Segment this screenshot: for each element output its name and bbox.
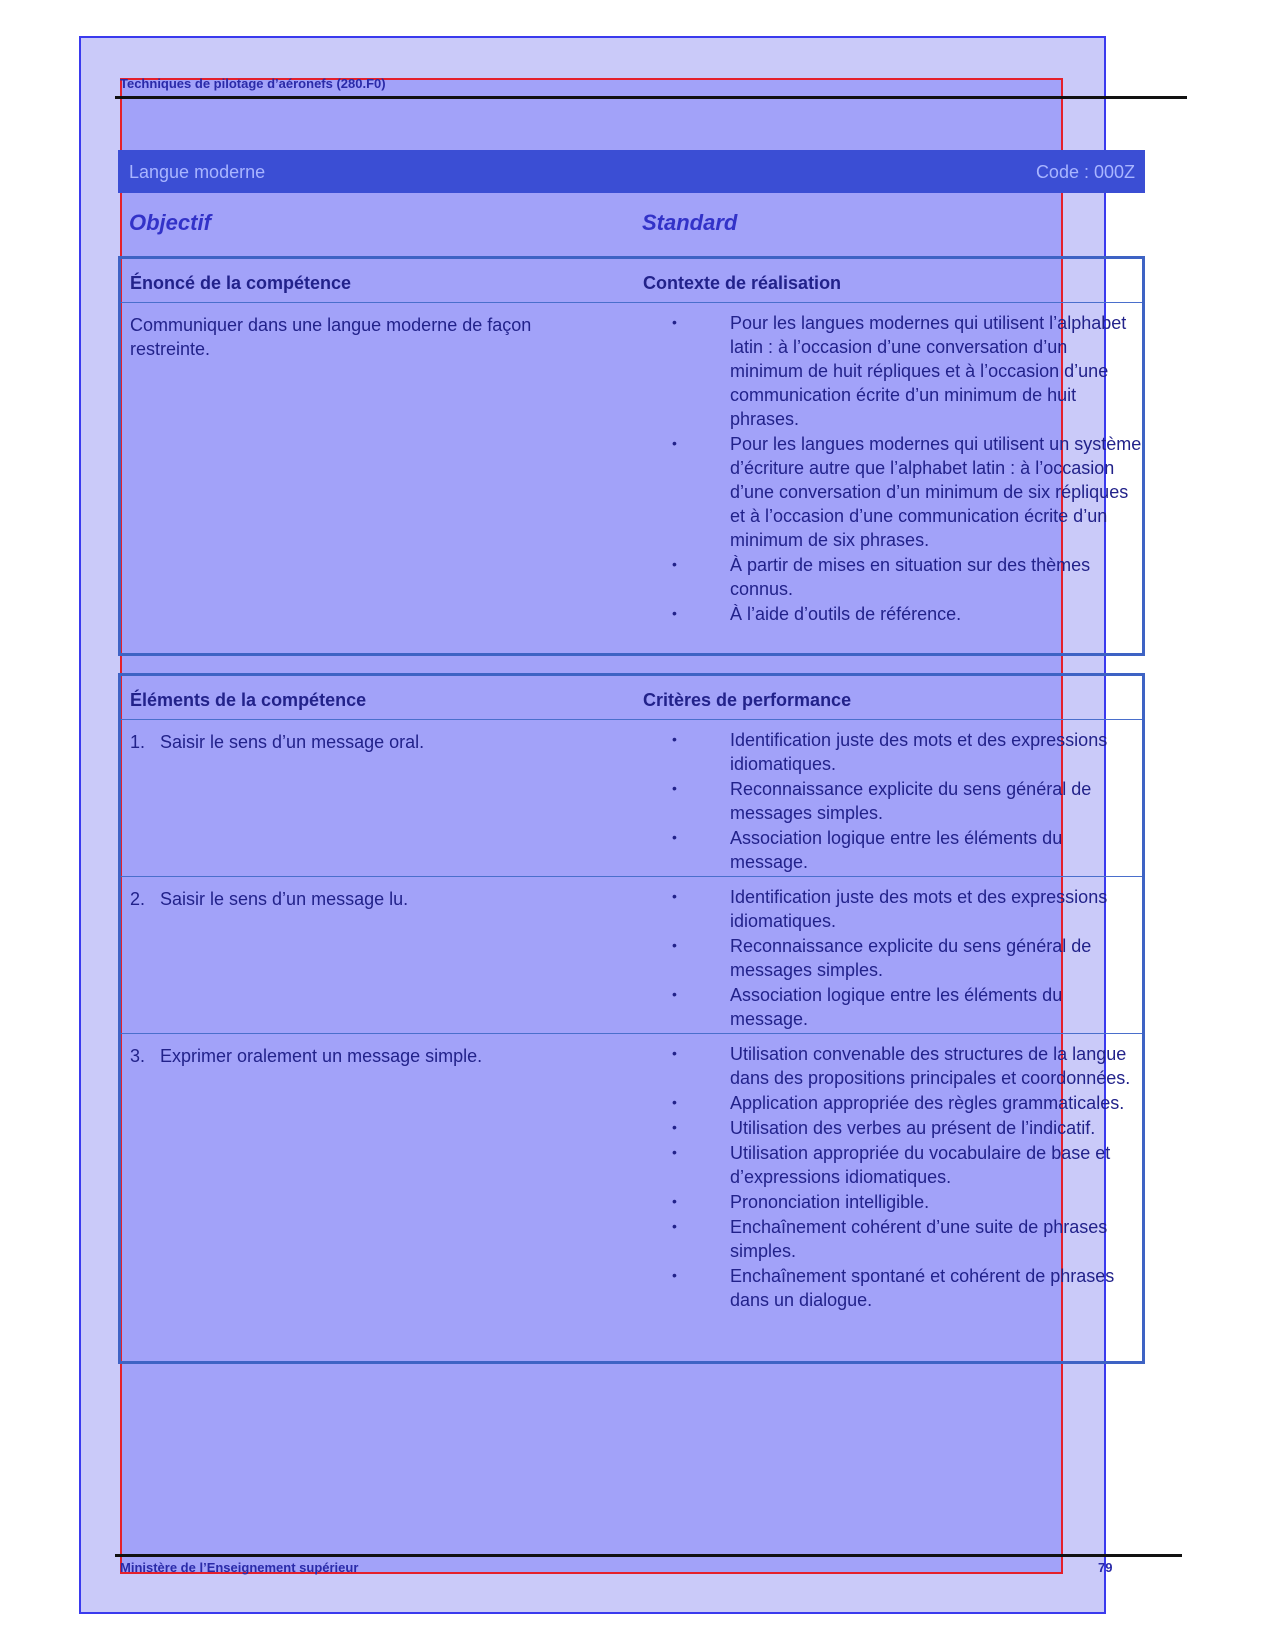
bullet-icon: • <box>672 1094 677 1110</box>
element-text: 3. Exprimer oralement un message simple. <box>130 1046 483 1066</box>
competence-statement: Communiquer dans une langue moderne de façon restreinte. <box>130 315 532 359</box>
elements-table-header <box>121 676 1142 720</box>
element-text: 1. Saisir le sens d’un message oral. <box>130 732 425 752</box>
page-number: 79 <box>1098 1560 1113 1575</box>
bullet-item: • Association logique entre les éléments du message. <box>672 828 1063 872</box>
header-divider <box>115 96 1187 99</box>
competence-table <box>118 256 1145 656</box>
bullet-item: • Utilisation appropriée du vocabulaire de base et d’expressions idiomatiques. <box>672 1143 1111 1187</box>
contexte-header: Contexte de réalisation <box>643 273 842 293</box>
bullet-icon: • <box>672 556 677 572</box>
bullet-icon: • <box>672 829 677 845</box>
bullet-icon: • <box>672 435 677 451</box>
bullet-item: • Utilisation des verbes au présent de l’indicatif. <box>672 1118 1096 1138</box>
context-list <box>672 311 1142 627</box>
footer-divider <box>115 1554 1182 1557</box>
bullet-item: • Identification juste des mots et des expressions idiomatiques. <box>672 730 1108 774</box>
bullet-item: • Reconnaissance explicite du sens général de messages simples. <box>672 936 1092 980</box>
program-header: Techniques de pilotage d’aéronefs (280.F0) <box>120 76 386 91</box>
course-code: Code : 000Z <box>1035 162 1135 182</box>
elements-header: Éléments de la compétence <box>130 690 367 710</box>
ministry-footer: Ministère de l’Enseignement supérieur <box>120 1560 359 1575</box>
element-row <box>121 1034 1142 1364</box>
bullet-icon: • <box>672 314 677 330</box>
criteria-list <box>672 885 1142 1032</box>
bullet-item: • Enchaînement cohérent d’une suite de phrases simples. <box>672 1217 1108 1261</box>
bullet-icon: • <box>672 888 677 904</box>
criteria-list <box>672 728 1142 875</box>
element-text: 2. Saisir le sens d’un message lu. <box>130 889 409 909</box>
bullet-icon: • <box>672 937 677 953</box>
criteria-list <box>672 1042 1142 1313</box>
bullet-icon: • <box>672 780 677 796</box>
bullet-item: • Prononciation intelligible. <box>672 1192 930 1212</box>
bullet-icon: • <box>672 1218 677 1234</box>
bullet-item: • Pour les langues modernes qui utilisent l’alphabet latin : à l’occasion d’une conversation d’un minimum de huit répliques et à l’occasion d’une communication écrite d’un minimum de huit phrases. <box>672 313 1127 429</box>
criteres-header: Critères de performance <box>643 690 852 710</box>
element-row <box>121 877 1142 1034</box>
bullet-item: • À partir de mises en situation sur des thèmes connus. <box>672 555 1091 599</box>
bullet-icon: • <box>672 1045 677 1061</box>
course-title: Langue moderne <box>129 162 266 182</box>
bullet-icon: • <box>672 1267 677 1283</box>
bullet-item: • Identification juste des mots et des expressions idiomatiques. <box>672 887 1108 931</box>
bullet-item: • À l’aide d’outils de référence. <box>672 604 962 624</box>
bullet-item: • Application appropriée des règles grammaticales. <box>672 1093 1125 1113</box>
bullet-icon: • <box>672 1144 677 1160</box>
objectif-heading: Objectif <box>129 210 211 235</box>
bullet-icon: • <box>672 1193 677 1209</box>
bullet-icon: • <box>672 605 677 621</box>
elements-table <box>118 673 1145 1364</box>
bullet-item: • Association logique entre les éléments du message. <box>672 985 1063 1029</box>
enonce-header: Énoncé de la compétence <box>130 273 352 293</box>
element-row <box>121 720 1142 877</box>
bullet-item: • Pour les langues modernes qui utilisent un système d’écriture autre que l’alphabet latin : à l’occasion d’une conversation d’un minimum de six répliques et à l’occasion d’une communication écrite d’un minimum de six phrases. <box>672 434 1142 550</box>
standard-heading: Standard <box>642 210 738 235</box>
competence-row <box>121 303 1142 653</box>
bullet-item: • Reconnaissance explicite du sens général de messages simples. <box>672 779 1092 823</box>
bullet-item: • Utilisation convenable des structures de la langue dans des propositions principales et coordonnées. <box>672 1044 1131 1088</box>
bullet-icon: • <box>672 731 677 747</box>
bullet-icon: • <box>672 1119 677 1135</box>
bullet-icon: • <box>672 986 677 1002</box>
bullet-item: • Enchaînement spontané et cohérent de phrases dans un dialogue. <box>672 1266 1115 1310</box>
competence-table-header <box>121 259 1142 303</box>
course-banner <box>118 150 1145 193</box>
